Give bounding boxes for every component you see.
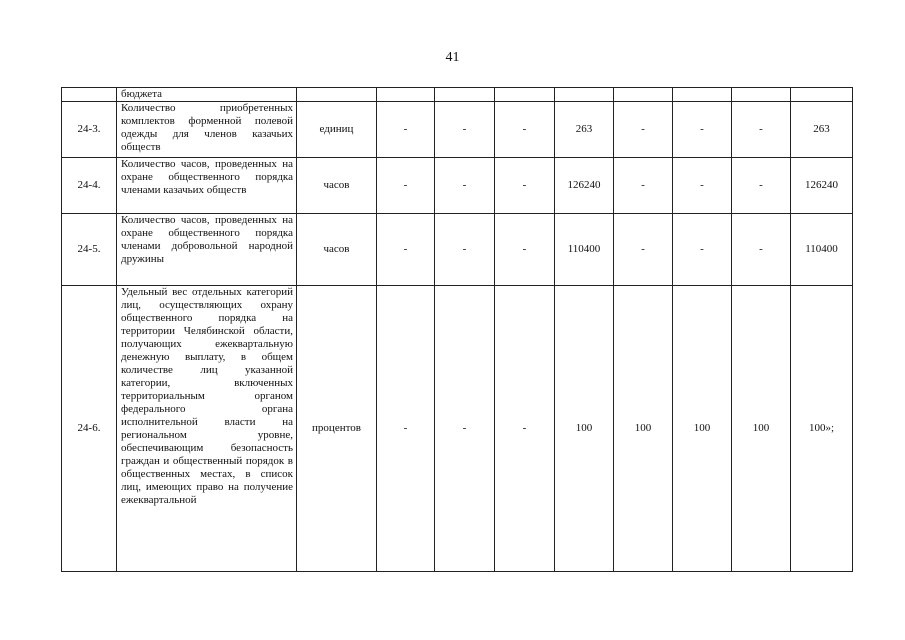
value-cell <box>614 88 673 102</box>
value-cell: - <box>673 214 732 286</box>
value-cell: 126240 <box>555 158 614 214</box>
value-cell <box>555 88 614 102</box>
value-cell: - <box>614 102 673 158</box>
value-cell: - <box>435 214 495 286</box>
value-cell: - <box>435 286 495 572</box>
unit-cell: часов <box>297 214 377 286</box>
value-cell: - <box>495 158 555 214</box>
value-cell: - <box>377 102 435 158</box>
value-cell: 100 <box>555 286 614 572</box>
value-cell: - <box>495 286 555 572</box>
value-cell: 110400 <box>555 214 614 286</box>
value-cell <box>791 88 853 102</box>
value-cell: - <box>673 158 732 214</box>
value-cell: - <box>377 214 435 286</box>
table-row <box>62 214 853 286</box>
value-cell: - <box>377 286 435 572</box>
row-number-cell <box>62 88 117 102</box>
table-row <box>62 102 853 158</box>
value-cell: 100»; <box>791 286 853 572</box>
value-cell: 263 <box>791 102 853 158</box>
unit-cell: часов <box>297 158 377 214</box>
value-cell <box>732 88 791 102</box>
value-cell: 110400 <box>791 214 853 286</box>
indicator-description: Количество часов, проведенных на охране общественного порядка членами добровольной народной дружины <box>117 214 297 286</box>
unit-cell: процентов <box>297 286 377 572</box>
value-cell: 100 <box>614 286 673 572</box>
indicator-description: Количество приобретенных комплектов форменной полевой одежды для членов казачьих обществ <box>117 102 297 158</box>
value-cell: 263 <box>555 102 614 158</box>
value-cell: - <box>732 214 791 286</box>
value-cell: 126240 <box>791 158 853 214</box>
value-cell: - <box>495 214 555 286</box>
value-cell: - <box>614 214 673 286</box>
value-cell: - <box>495 102 555 158</box>
value-cell: - <box>732 102 791 158</box>
indicator-description: Количество часов, проведенных на охране общественного порядка членами казачьих обществ <box>117 158 297 214</box>
table-row <box>62 88 853 102</box>
unit-cell: единиц <box>297 102 377 158</box>
table-row <box>62 286 853 572</box>
value-cell <box>435 88 495 102</box>
indicator-description: Удельный вес отдельных категорий лиц, осуществляющих охрану общественного порядка на территории Челябинской области, получающих ежеквартальную денежную выплату, в общем количестве лиц указанной категории, включенных территориальным органом федерального органа исполнительной власти на региональном уровне, обеспечивающим безопасность граждан и общественный порядок в общественных местах, в список лиц, имеющих право на получение ежеквартальной <box>117 286 297 572</box>
value-cell: - <box>435 102 495 158</box>
row-number-cell: 24-4. <box>62 158 117 214</box>
value-cell <box>495 88 555 102</box>
value-cell <box>673 88 732 102</box>
value-cell: - <box>435 158 495 214</box>
value-cell: - <box>673 102 732 158</box>
value-cell <box>377 88 435 102</box>
unit-cell <box>297 88 377 102</box>
value-cell: 100 <box>673 286 732 572</box>
row-number-cell: 24-3. <box>62 102 117 158</box>
page-number: 41 <box>445 50 460 65</box>
value-cell: 100 <box>732 286 791 572</box>
value-cell: - <box>732 158 791 214</box>
row-number-cell: 24-5. <box>62 214 117 286</box>
indicator-description: бюджета <box>117 88 297 102</box>
value-cell: - <box>614 158 673 214</box>
value-cell: - <box>377 158 435 214</box>
indicators-table <box>61 87 853 572</box>
row-number-cell: 24-6. <box>62 286 117 572</box>
table-row <box>62 158 853 214</box>
